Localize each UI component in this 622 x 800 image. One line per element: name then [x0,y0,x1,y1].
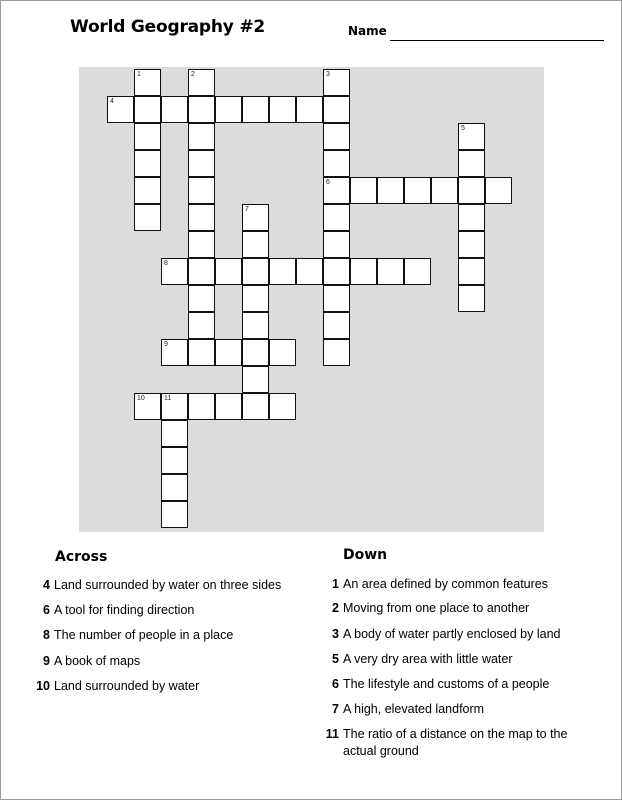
clue-text: The number of people in a place [54,628,234,642]
crossword-cell[interactable] [188,285,215,312]
cell-number: 9 [164,341,168,348]
crossword-cell[interactable] [323,312,350,339]
crossword-cell[interactable] [215,393,242,420]
clue-number: 10 [36,679,50,693]
clue-number: 8 [43,628,50,642]
down-clue-1 [319,576,609,593]
crossword-cell[interactable] [404,177,431,204]
cell-number: 7 [245,206,249,213]
crossword-cell[interactable] [134,204,161,231]
crossword-cell[interactable] [215,339,242,366]
crossword-cell[interactable] [134,69,161,96]
clue-text-line-2: actual ground [343,744,419,758]
crossword-cell[interactable] [242,96,269,123]
clue-text: Moving from one place to another [343,601,530,615]
crossword-cell[interactable] [161,339,188,366]
clue-text: An area defined by common features [343,577,548,591]
across-clue-9 [30,653,330,670]
crossword-cell[interactable] [161,447,188,474]
crossword-cell[interactable] [296,96,323,123]
crossword-cell[interactable] [458,231,485,258]
crossword-cell[interactable] [458,123,485,150]
down-clue-7 [319,701,609,718]
down-clue-3 [319,626,609,643]
crossword-cell[interactable] [404,258,431,285]
crossword-cell[interactable] [269,393,296,420]
clue-text: A book of maps [54,654,141,668]
crossword-cell[interactable] [350,177,377,204]
crossword-cell[interactable] [377,258,404,285]
crossword-cell[interactable] [458,285,485,312]
cell-number: 10 [137,395,145,402]
clue-number: 6 [332,677,339,691]
cell-number: 2 [191,71,195,78]
crossword-cell[interactable] [458,258,485,285]
crossword-cell[interactable] [323,177,350,204]
across-clue-8 [30,627,330,644]
clue-number: 11 [325,727,339,741]
name-input-line[interactable] [390,40,604,41]
crossword-cell[interactable] [323,69,350,96]
clue-number: 7 [332,702,339,716]
across-clue-6 [30,602,330,619]
crossword-cell[interactable] [242,312,269,339]
crossword-cell[interactable] [242,231,269,258]
crossword-cell[interactable] [188,69,215,96]
crossword-cell[interactable] [242,204,269,231]
crossword-cell[interactable] [350,258,377,285]
crossword-cell[interactable] [188,339,215,366]
crossword-cell[interactable] [242,366,269,393]
cell-number: 1 [137,71,141,78]
clue-text: A tool for finding direction [54,603,195,617]
clue-number: 1 [332,577,339,591]
crossword-cell[interactable] [377,177,404,204]
crossword-cell[interactable] [431,177,458,204]
crossword-cell[interactable] [242,258,269,285]
crossword-cell[interactable] [188,150,215,177]
across-clue-10 [30,678,330,695]
crossword-cell[interactable] [242,393,269,420]
clue-text: Land surrounded by water [54,679,200,693]
down-clue-5 [319,651,609,668]
crossword-cell[interactable] [215,96,242,123]
clue-text [343,726,609,760]
down-clue-2 [319,600,609,617]
clue-text: The lifestyle and customs of a people [343,677,550,691]
crossword-cell[interactable] [161,501,188,528]
crossword-cell[interactable] [269,96,296,123]
clue-number: 4 [43,578,50,592]
name-label: Name [348,24,387,38]
clue-text: A very dry area with little water [343,652,513,666]
crossword-cell[interactable] [323,204,350,231]
page-title: World Geography #2 [70,17,266,37]
cell-number: 3 [326,71,330,78]
crossword-cell[interactable] [161,474,188,501]
cell-number: 8 [164,260,168,267]
clue-number: 5 [332,652,339,666]
clue-number: 3 [332,627,339,641]
crossword-cell[interactable] [323,123,350,150]
across-clue-4 [30,577,330,594]
crossword-cell[interactable] [134,96,161,123]
crossword-cell[interactable] [323,96,350,123]
down-clue-6 [319,676,609,693]
clue-text: Land surrounded by water on three sides [54,578,282,592]
crossword-cell[interactable] [161,96,188,123]
clue-text-line-1: The ratio of a distance on the map to the [343,727,568,741]
crossword-cell[interactable] [161,420,188,447]
crossword-cell[interactable] [161,258,188,285]
crossword-cell[interactable] [134,393,161,420]
cell-number: 4 [110,98,114,105]
crossword-cell[interactable] [458,150,485,177]
crossword-cell[interactable] [215,258,242,285]
crossword-cell[interactable] [323,339,350,366]
crossword-cell[interactable] [485,177,512,204]
down-clue-11 [319,726,609,760]
crossword-cell[interactable] [323,150,350,177]
crossword-cell[interactable] [188,177,215,204]
crossword-cell[interactable] [188,96,215,123]
crossword-cell[interactable] [188,123,215,150]
cell-number: 5 [461,125,465,132]
crossword-cell[interactable] [458,177,485,204]
crossword-cell[interactable] [296,258,323,285]
crossword-cell[interactable] [134,123,161,150]
cell-number: 6 [326,179,330,186]
crossword-cell[interactable] [188,231,215,258]
crossword-cell[interactable] [458,204,485,231]
clue-number: 6 [43,603,50,617]
cell-number: 11 [164,395,172,402]
crossword-cell[interactable] [188,312,215,339]
crossword-cell[interactable] [107,96,134,123]
crossword-cell[interactable] [242,285,269,312]
crossword-cell[interactable] [269,258,296,285]
clue-number: 9 [43,654,50,668]
across-heading: Across [55,549,108,565]
crossword-cell[interactable] [269,339,296,366]
clue-text: A high, elevated landform [343,702,485,716]
crossword-cell[interactable] [161,393,188,420]
crossword-cell[interactable] [323,285,350,312]
crossword-cell[interactable] [188,258,215,285]
down-heading: Down [343,547,388,563]
crossword-cell[interactable] [242,339,269,366]
clue-text: A body of water partly enclosed by land [343,627,561,641]
crossword-cell[interactable] [188,204,215,231]
crossword-cell[interactable] [188,393,215,420]
clue-number: 2 [332,601,339,615]
crossword-cell[interactable] [134,150,161,177]
crossword-cell[interactable] [134,177,161,204]
crossword-cell[interactable] [323,258,350,285]
crossword-cell[interactable] [323,231,350,258]
